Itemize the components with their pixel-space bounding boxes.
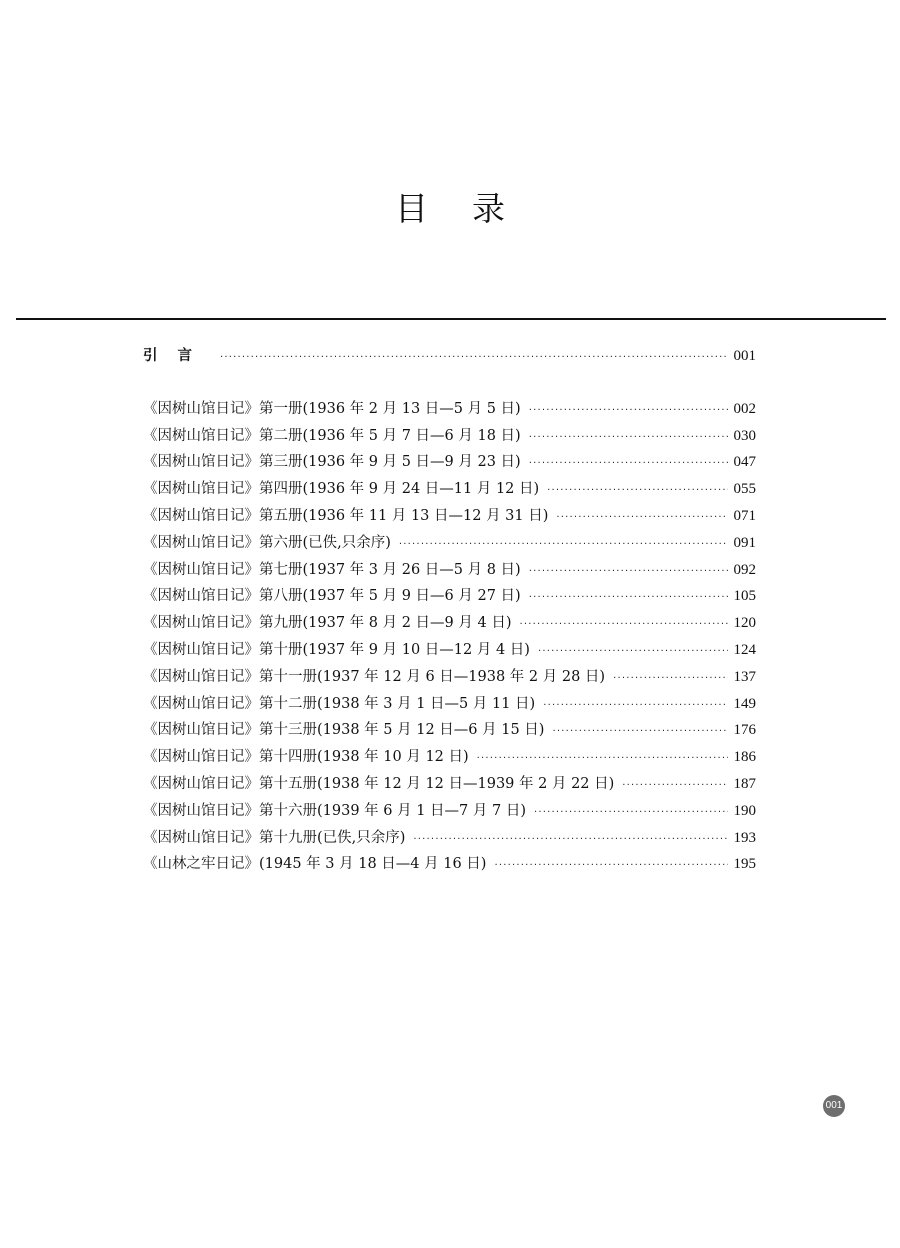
toc-entry-page: 124 <box>733 641 756 658</box>
dot-leader <box>552 719 727 745</box>
toc-entry[interactable] <box>143 744 756 771</box>
toc-entry-title: 《因树山馆日记》第二册(1936 年 5 月 7 日—6 月 18 日) <box>143 427 521 444</box>
toc-entry-page: 187 <box>733 775 756 792</box>
toc-entry-page: 190 <box>733 802 756 819</box>
toc-entry-title: 《因树山馆日记》第一册(1936 年 2 月 13 日—5 月 5 日) <box>143 400 521 417</box>
dot-leader <box>529 398 728 424</box>
toc-entry-page: 071 <box>733 507 756 524</box>
toc-entry-title: 《因树山馆日记》第十九册(已佚,只余序) <box>143 829 406 846</box>
toc-entry-page: 186 <box>733 749 756 766</box>
toc-entry[interactable] <box>143 771 756 798</box>
toc-entry-title: 《因树山馆日记》第十六册(1939 年 6 月 1 日—7 月 7 日) <box>143 802 526 819</box>
toc-entry[interactable] <box>143 503 756 530</box>
toc-entry-page: 055 <box>733 481 756 498</box>
title-divider <box>16 318 886 320</box>
dot-leader <box>538 639 728 665</box>
toc-entry-title: 《因树山馆日记》第八册(1937 年 5 月 9 日—6 月 27 日) <box>143 588 521 605</box>
toc-entry-title: 《因树山馆日记》第七册(1937 年 3 月 26 日—5 月 8 日) <box>143 561 521 578</box>
dot-leader <box>413 827 727 853</box>
toc-entry[interactable] <box>143 476 756 503</box>
toc-entry-page: 137 <box>733 668 756 685</box>
dot-leader <box>477 746 728 772</box>
toc-entry-title: 《因树山馆日记》第十二册(1938 年 3 月 1 日—5 月 11 日) <box>143 695 536 712</box>
toc-entry-page: 176 <box>733 722 756 739</box>
page-number-badge: 001 <box>823 1095 845 1117</box>
toc-entry-page: 193 <box>733 829 756 846</box>
toc-entry-title: 《因树山馆日记》第九册(1937 年 8 月 2 日—9 月 4 日) <box>143 615 512 632</box>
toc-entry[interactable] <box>143 557 756 584</box>
toc-entry-title: 《因树山馆日记》第十三册(1938 年 5 月 12 日—6 月 15 日) <box>143 722 545 739</box>
toc-entry-page: 092 <box>733 561 756 578</box>
dot-leader <box>529 585 728 611</box>
toc-entry[interactable] <box>143 583 756 610</box>
dot-leader <box>613 666 727 692</box>
toc-entry-page: 195 <box>733 856 756 873</box>
toc-entry[interactable] <box>143 664 756 691</box>
dot-leader <box>622 773 727 799</box>
toc-entry[interactable] <box>143 825 756 852</box>
toc-entry[interactable] <box>143 396 756 423</box>
toc-entry-page: 149 <box>733 695 756 712</box>
toc-entry-title: 《因树山馆日记》第十五册(1938 年 12 月 12 日—1939 年 2 月 22 日) <box>143 775 615 792</box>
toc-entry-intro[interactable] <box>143 343 756 370</box>
toc-entry[interactable] <box>143 423 756 450</box>
dot-leader <box>543 693 727 719</box>
table-of-contents <box>143 343 756 878</box>
toc-entry-title: 引言 <box>143 348 212 364</box>
toc-entry-title: 《因树山馆日记》第十一册(1937 年 12 月 6 日—1938 年 2 月 28 日) <box>143 668 606 685</box>
page-title: 目录 <box>395 189 549 228</box>
toc-entry[interactable] <box>143 691 756 718</box>
dot-leader <box>220 345 728 371</box>
toc-entry[interactable] <box>143 637 756 664</box>
toc-entry[interactable] <box>143 717 756 744</box>
toc-entry-title: 《因树山馆日记》第十四册(1938 年 10 月 12 日) <box>143 749 469 766</box>
dot-leader <box>547 478 727 504</box>
toc-entry[interactable] <box>143 610 756 637</box>
toc-entry[interactable] <box>143 449 756 476</box>
dot-leader <box>399 532 728 558</box>
toc-entry-page: 001 <box>733 348 756 364</box>
toc-entry-page: 091 <box>733 534 756 551</box>
dot-leader <box>494 853 727 879</box>
dot-leader <box>520 612 728 638</box>
dot-leader <box>529 559 728 585</box>
toc-entry-title: 《因树山馆日记》第三册(1936 年 9 月 5 日—9 月 23 日) <box>143 454 521 471</box>
toc-entry-title: 《因树山馆日记》第五册(1936 年 11 月 13 日—12 月 31 日) <box>143 507 549 524</box>
dot-leader <box>556 505 727 531</box>
toc-entry-title: 《山林之牢日记》(1945 年 3 月 18 日—4 月 16 日) <box>143 856 487 873</box>
toc-entry-title: 《因树山馆日记》第六册(已佚,只余序) <box>143 534 391 551</box>
dot-leader <box>534 800 728 826</box>
dot-leader <box>529 425 728 451</box>
toc-entry[interactable] <box>143 530 756 557</box>
toc-entry-page: 105 <box>733 588 756 605</box>
toc-entry[interactable] <box>143 798 756 825</box>
toc-entry-page: 030 <box>733 427 756 444</box>
toc-entry-page: 002 <box>733 400 756 417</box>
toc-entry-page: 120 <box>733 615 756 632</box>
toc-entry-title: 《因树山馆日记》第四册(1936 年 9 月 24 日—11 月 12 日) <box>143 481 540 498</box>
dot-leader <box>529 451 728 477</box>
toc-entry-title: 《因树山馆日记》第十册(1937 年 9 月 10 日—12 月 4 日) <box>143 641 530 658</box>
toc-entry-page: 047 <box>733 454 756 471</box>
toc-entry[interactable] <box>143 851 756 878</box>
